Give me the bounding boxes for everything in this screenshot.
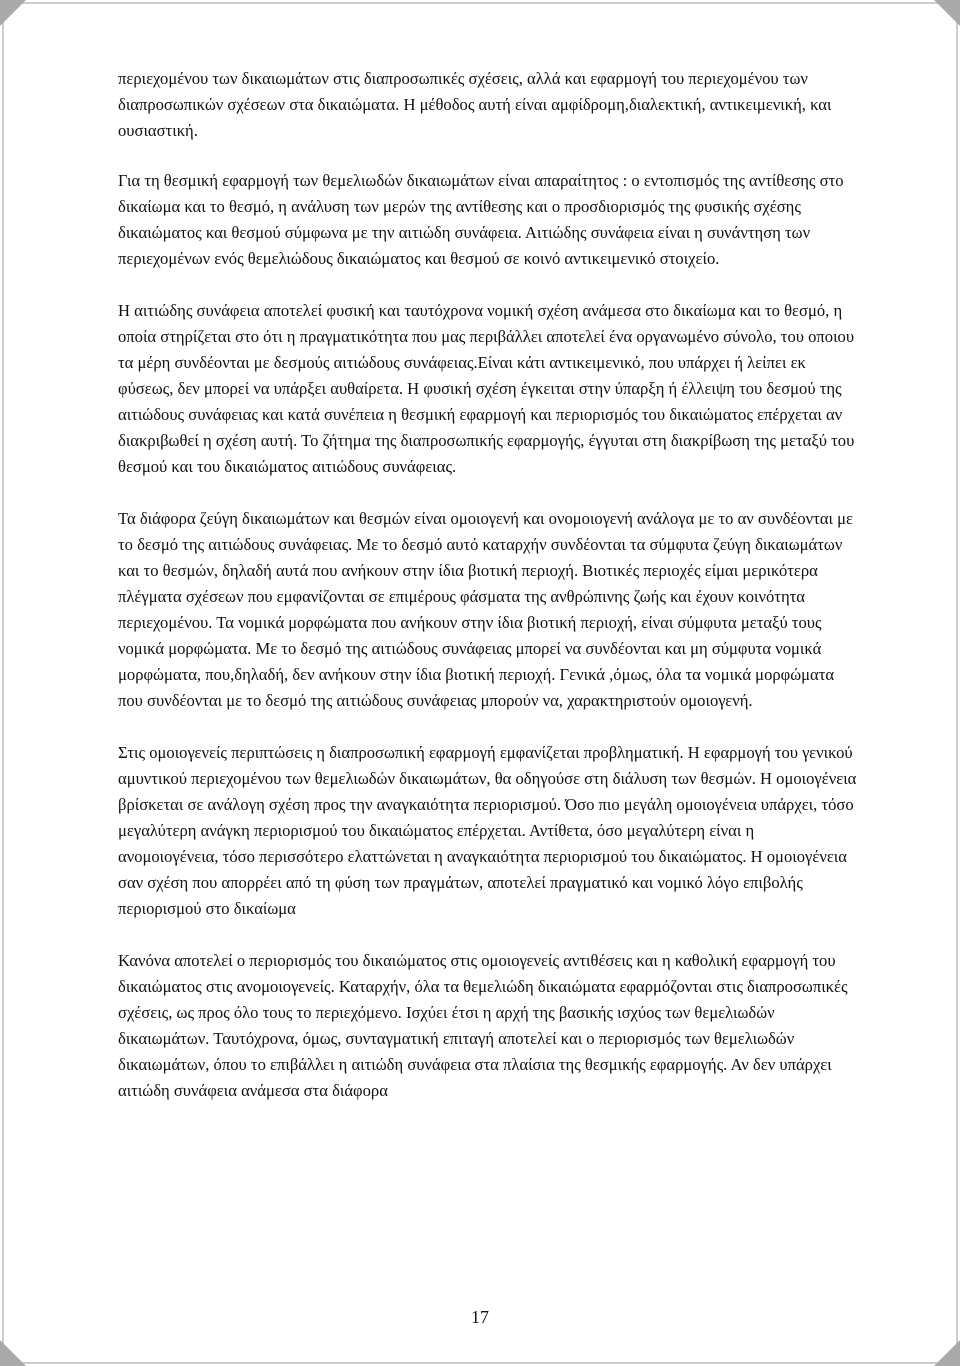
- document-body: [118, 66, 858, 1104]
- paragraph-2: Για τη θεσμική εφαρμογή των θεμελιωδών δικαιωμάτων είναι απαραίτητος : ο εντοπισμός της αντίθεσης στο δικαίωμα και το θεσμό, η ανάλυση των μερών της αντίθεσης και ο προσδιορισμός της φυσικής σχέσης δικαιώματος και θεσμού σύμφωνα με την αιτιώδη συνάφεια. Αιτιώδης συνάφεια είναι η συνάντηση των περιεχομένων ενός θεμελιώδους δικαιώματος και θεσμού σε κοινό αντικειμενικό στοιχείο.: [118, 171, 844, 268]
- paragraph-5: Στις ομοιογενείς περιπτώσεις η διαπροσωπική εφαρμογή εμφανίζεται προβληματική. Η εφαρμογή του γενικού αμυντικού περιεχομένου των θεμελιωδών δικαιωμάτων, θα οδηγούσε στη διάλυση των θεσμών. Η ομοιογένεια βρίσκεται σε ανάλογη σχέση προς την αναγκαιότητα περιορισμού. Όσο πιο μεγάλη ομοιογένεια υπάρχει, τόσο μεγαλύτερη ανάγκη περιορισμού του δικαιώματος επέρχεται. Αντίθετα, όσο μεγαλύτερη είναι η ανομοιογένεια, τόσο περισσότερο ελαττώνεται η αναγκαιότητα περιορισμού του δικαιώματος. Η ομοιογένεια σαν σχέση που απορρέει από τη φύση των πραγμάτων, αποτελεί πραγματικό και νομικό λόγο επιβολής περιορισμού στο δικαίωμα: [118, 743, 857, 918]
- paragraph-4: Τα διάφορα ζεύγη δικαιωμάτων και θεσμών είναι ομοιογενή και ονομοιογενή ανάλογα με το αν συνδέονται με το δεσμό της αιτιώδους συνάφειας. Με το δεσμό αυτό καταρχήν συνδέονται τα σύμφυτα ζεύγη δικαιωμάτων και το θεσμών, δηλαδή αυτά που ανήκουν στην ίδια βιοτική περιοχή. Βιοτικές περιοχές είμαι μερικότερα πλέγματα σχέσεων που εμφανίζονται σε επιμέρους φάσματα της ανθρώπινης ζωής και έχουν κοινότητα περιεχομένου. Τα νομικά μορφώματα που ανήκουν στην ίδια βιοτική περιοχή, είναι σύμφυτα μεταξύ τους νομικά μορφώματα. Με το δεσμό της αιτιώδους συνάφειας μπορεί να συνδέονται και μη σύμφυτα νομικά μορφώματα, που,δηλαδή, δεν ανήκουν στην ίδια βιοτική περιοχή. Γενικά ,όμως, όλα τα νομικά μορφώματα που συνδέονται με το δεσμό της αιτιώδους συνάφειας μπορούν να, χαρακτηριστούν ομοιογενή.: [118, 509, 854, 710]
- paragraph-1: περιεχομένου των δικαιωμάτων στις διαπροσωπικές σχέσεις, αλλά και εφαρμογή του περιεχομένου των διαπροσωπικών σχέσεων στα δικαιώματα. Η μέθοδος αυτή είναι αμφίδρομη,διαλεκτική, αντικειμενική, και ουσιαστική.: [118, 69, 832, 140]
- page-number: 17: [471, 1307, 489, 1327]
- paragraph-3: Η αιτιώδης συνάφεια αποτελεί φυσική και ταυτόχρονα νομική σχέση ανάμεσα στο δικαίωμα και το θεσμό, η οποία στηρίζεται στο ότι η πραγματικότητα που μας περιβάλλει αποτελεί ένα οργανωμένο σύνολο, του οποιου τα μέρη συνδέονται με δεσμούς αιτιώδους συνάφειας.Είναι κάτι αντικειμενικό, που υπάρχει ή λείπει εκ φύσεως, δεν μπορεί να υπάρξει αυθαίρετα. Η φυσική σχέση έγκειται στην ύπαρξη ή έλλειψη του δεσμού της αιτιώδους συνάφειας και κατά συνέπεια η θεσμική εφαρμογή και περιορισμός του δικαιώματος επέρχεται αν διακριβωθεί η σχέση αυτή. Το ζήτημα της διαπροσωπικής εφαρμογής, έγγυται στη διακρίβωση της μεταξύ του θεσμού και του δικαιώματος αιτιώδους συνάφειας.: [118, 301, 855, 476]
- corner-fold-bottom-right: [934, 1340, 960, 1366]
- paragraph-6: Κανόνα αποτελεί ο περιορισμός του δικαιώματος στις ομοιογενείς αντιθέσεις και η καθολική εφαρμογή του δικαιώματος στις ανομοιογενείς. Καταρχήν, όλα τα θεμελιώδη δικαιώματα εφαρμόζονται στις διαπροσωπικές σχέσεις, ως προς όλο τους το περιεχόμενο. Ισχύει έτσι η αρχή της βασικής ισχύος των θεμελιωδών δικαιωμάτων. Ταυτόχρονα, όμως, συνταγματική επιταγή αποτελεί και ο περιορισμός των θεμελιωδών δικαιωμάτων, όπου το επιβάλλει η αιτιώδη συνάφεια στα πλαίσια της θεσμικής εφαρμογής. Αν δεν υπάρχει αιτιώδη συνάφεια ανάμεσα στα διάφορα: [118, 951, 848, 1100]
